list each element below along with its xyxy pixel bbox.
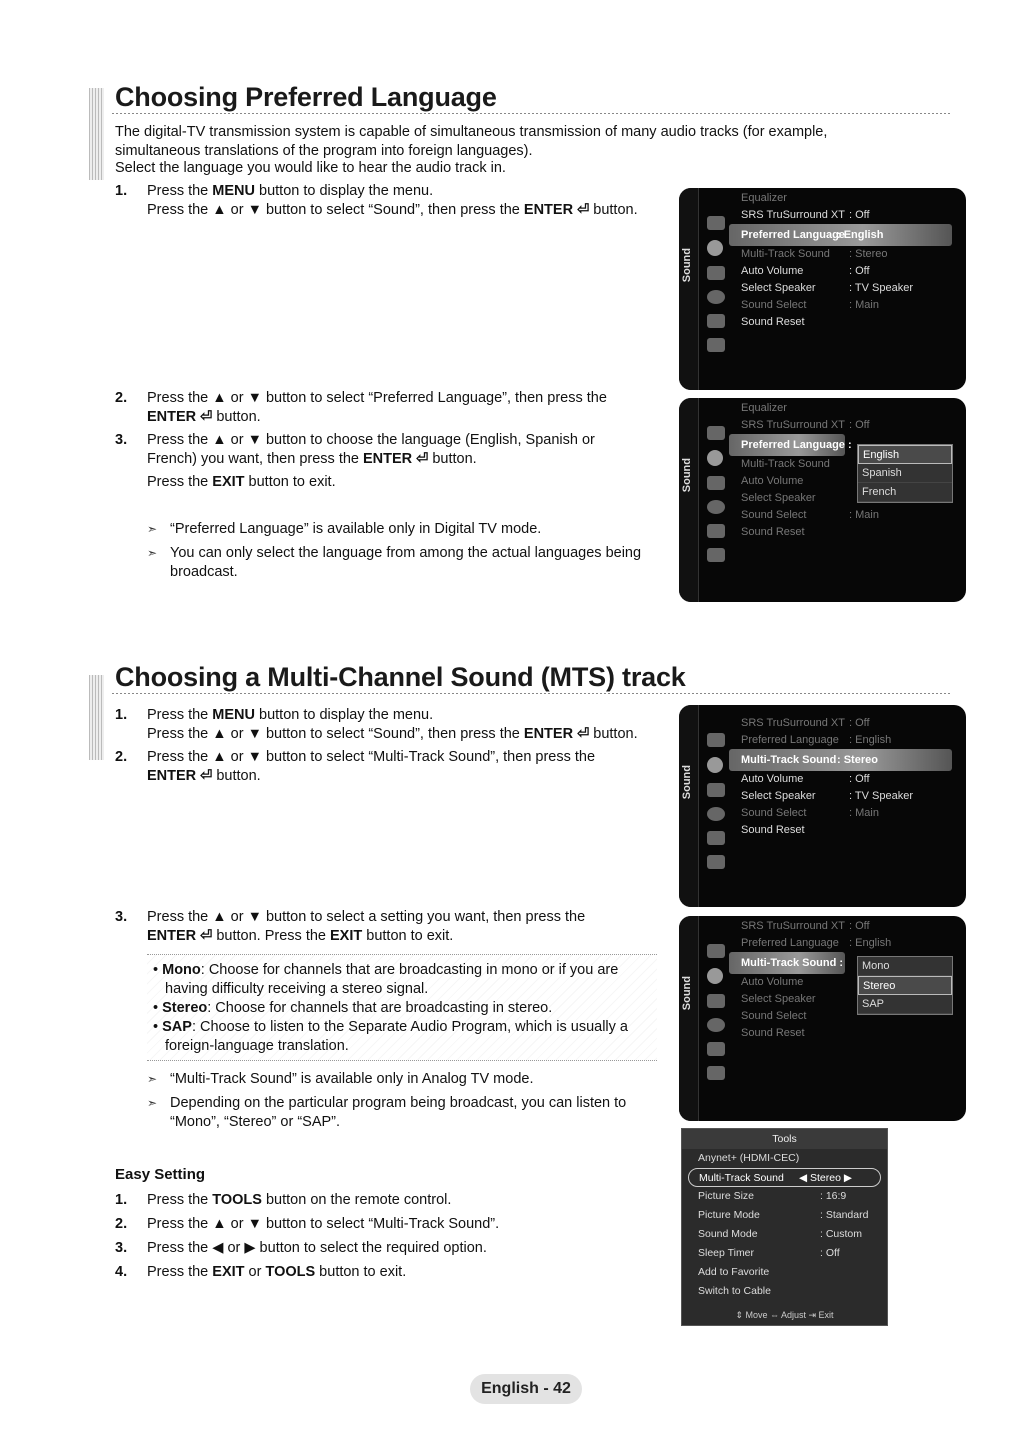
channel-icon bbox=[707, 994, 725, 1008]
note-arrow-icon: ➣ bbox=[147, 546, 158, 560]
step-number: 1. bbox=[115, 183, 128, 199]
step-number: 2. bbox=[115, 390, 128, 406]
s2-step-1 bbox=[115, 706, 675, 744]
step-text: button. bbox=[589, 202, 638, 218]
osd-menu-item[interactable]: Sound Reset bbox=[741, 526, 805, 538]
step-text: Press the ▲ or ▼ button to select “Preferred Language”, then press the bbox=[147, 390, 607, 406]
osd-menu-item[interactable]: Preferred Language : English bbox=[741, 937, 892, 949]
step-text: Press the bbox=[147, 474, 213, 490]
picture-icon bbox=[707, 426, 725, 440]
osd-tab-label: Sound bbox=[681, 976, 693, 1011]
tools-item[interactable]: Picture Mode : Standard bbox=[698, 1209, 869, 1221]
step-text: button to display the menu. bbox=[254, 183, 434, 199]
osd-tab bbox=[679, 705, 699, 907]
tools-item[interactable]: Switch to Cable bbox=[698, 1285, 771, 1297]
s1-step-2 bbox=[115, 389, 635, 427]
note-text: “Multi-Track Sound” is available only in Analog TV mode. bbox=[170, 1071, 534, 1087]
key-label: TOOLS bbox=[212, 1192, 262, 1208]
easy-step-3 bbox=[115, 1239, 675, 1258]
osd-tab-label: Sound bbox=[681, 458, 693, 493]
sound-icon bbox=[707, 757, 723, 773]
tools-menu bbox=[681, 1128, 888, 1326]
input-icon bbox=[707, 1042, 725, 1056]
s1-exit-line bbox=[115, 473, 675, 492]
key-label: ENTER ⏎ bbox=[523, 726, 590, 742]
step-number: 3. bbox=[115, 909, 128, 925]
osd-menu-item[interactable]: Select Speaker : TV Speaker bbox=[741, 282, 913, 294]
step-text: Press the ◀ or ▶ button to select the required option. bbox=[147, 1240, 487, 1256]
section1-sidebar-decoration bbox=[89, 88, 104, 180]
section2-title: Choosing a Multi-Channel Sound (MTS) track bbox=[115, 662, 686, 692]
s2-note-2 bbox=[147, 1094, 667, 1132]
step-text: Press the bbox=[147, 183, 213, 199]
application-icon bbox=[707, 548, 725, 562]
step-text: Press the bbox=[147, 707, 213, 723]
channel-icon bbox=[707, 266, 725, 280]
step-text: Press the ▲ or ▼ button to choose the language (English, Spanish or French) you want, then press the bbox=[147, 432, 595, 467]
page-number-badge: English - 42 bbox=[470, 1374, 582, 1404]
osd-menu-item[interactable]: SRS TruSurround XT : Off bbox=[741, 920, 870, 932]
tools-title: Tools bbox=[682, 1129, 887, 1149]
step-text: Press the ▲ or ▼ button to select “Multi-Track Sound”, then press the bbox=[147, 749, 596, 765]
tools-item[interactable]: Add to Favorite bbox=[698, 1266, 770, 1278]
osd-menu-item[interactable]: SRS TruSurround XT : Off bbox=[741, 209, 870, 221]
osd-tab-label: Sound bbox=[681, 765, 693, 800]
step-text: button to exit. bbox=[315, 1264, 407, 1280]
setup-icon bbox=[707, 290, 725, 304]
note-text: “Preferred Language” is available only in Digital TV mode. bbox=[170, 521, 542, 537]
note-arrow-icon: ➣ bbox=[147, 1072, 158, 1086]
tools-footer-hints: ⇕ Move ⇔ Adjust ⇥ Exit bbox=[735, 1310, 834, 1320]
key-label: MENU bbox=[212, 183, 255, 199]
step-number: 2. bbox=[115, 749, 128, 765]
bullet-item: • Stereo: Choose for channels that are broadcasting in stereo. bbox=[153, 1000, 553, 1016]
section2-sidebar-decoration bbox=[89, 675, 104, 760]
bullet-item: • SAP: Choose to listen to the Separate Audio Program, which is usually a foreign-language translation. bbox=[153, 1019, 628, 1054]
channel-icon bbox=[707, 476, 725, 490]
osd-menu-item[interactable]: Multi-Track Sound : Stereo bbox=[741, 248, 888, 260]
key-label: ENTER ⏎ bbox=[523, 202, 590, 218]
step-text: Press the ▲ or ▼ button to select a setting you want, then press the bbox=[147, 909, 586, 925]
note-arrow-icon: ➣ bbox=[147, 522, 158, 536]
step-text: button on the remote control. bbox=[261, 1192, 452, 1208]
section1-intro: The digital-TV transmission system is capable of simultaneous transmission of many audio tracks (for example, simultaneous translations of the program into foreign languages). bbox=[115, 124, 828, 159]
osd-menu bbox=[741, 190, 952, 331]
section1-title: Choosing Preferred Language bbox=[115, 82, 497, 112]
osd-screen-3 bbox=[679, 705, 966, 907]
easy-step-2 bbox=[115, 1215, 675, 1234]
osd-menu-item[interactable]: Select Speaker : TV Speaker bbox=[741, 790, 913, 802]
tools-item[interactable]: Picture Size : 16:9 bbox=[698, 1190, 847, 1202]
osd-menu-item-selected[interactable]: Multi-Track Sound : bbox=[729, 952, 845, 974]
key-label: ENTER ⏎ bbox=[147, 409, 213, 425]
setup-icon bbox=[707, 807, 725, 821]
bullet-item: • Mono: Choose for channels that are broadcasting in mono or if you are having difficulty receiving a stereo signal. bbox=[153, 962, 619, 997]
osd-tab-label: Sound bbox=[681, 248, 693, 283]
setup-icon bbox=[707, 500, 725, 514]
osd-tab bbox=[679, 188, 699, 390]
note-text: You can only select the language from among the actual languages being broadcast. bbox=[170, 545, 642, 580]
step-text: Press the ▲ or ▼ button to select “Sound”, then press the bbox=[147, 726, 524, 742]
osd-menu-item[interactable]: Auto Volume : Off bbox=[741, 773, 870, 785]
step-number: 1. bbox=[115, 707, 128, 723]
step-number: 4. bbox=[115, 1264, 128, 1280]
osd-menu-item-selected[interactable]: Preferred Language : English bbox=[729, 224, 952, 246]
step-text: button. bbox=[212, 409, 261, 425]
step-number: 1. bbox=[115, 1192, 128, 1208]
osd-menu-item[interactable]: Sound Select bbox=[741, 1010, 807, 1022]
step-text: Press the bbox=[147, 1192, 213, 1208]
step-text: or bbox=[244, 1264, 266, 1280]
input-icon bbox=[707, 314, 725, 328]
note-arrow-icon: ➣ bbox=[147, 1096, 158, 1110]
key-label: EXIT bbox=[330, 928, 363, 944]
dropdown-option[interactable]: French bbox=[858, 483, 952, 502]
dropdown-option[interactable]: Stereo bbox=[858, 976, 952, 995]
input-icon bbox=[707, 831, 725, 845]
application-icon bbox=[707, 1066, 725, 1080]
osd-menu-item-selected[interactable]: Multi-Track Sound : Stereo bbox=[729, 749, 952, 771]
sound-icon bbox=[707, 240, 723, 256]
sound-icon bbox=[707, 450, 723, 466]
section1-intro2: Select the language you would like to hear the audio track in. bbox=[115, 160, 506, 176]
picture-icon bbox=[707, 216, 725, 230]
channel-icon bbox=[707, 783, 725, 797]
step-number: 2. bbox=[115, 1216, 128, 1232]
osd-menu-item[interactable]: Equalizer bbox=[741, 192, 787, 204]
s1-note-1 bbox=[147, 520, 667, 539]
application-icon bbox=[707, 855, 725, 869]
osd-menu-item[interactable]: Equalizer bbox=[741, 402, 787, 414]
osd-menu-item[interactable]: Select Speaker bbox=[741, 492, 816, 504]
mts-dropdown bbox=[857, 956, 953, 1015]
dropdown-option[interactable]: SAP bbox=[858, 995, 952, 1014]
picture-icon bbox=[707, 733, 725, 747]
easy-setting-title: Easy Setting bbox=[115, 1166, 206, 1183]
section2-rule bbox=[112, 693, 950, 694]
osd-menu-item[interactable]: Sound Select : Main bbox=[741, 807, 879, 819]
step-text: button to exit. bbox=[244, 474, 336, 490]
key-label: EXIT bbox=[212, 1264, 245, 1280]
osd-screen-2 bbox=[679, 398, 966, 602]
step-text: button to exit. bbox=[362, 928, 454, 944]
osd-menu-item[interactable]: Sound Reset bbox=[741, 316, 805, 328]
step-text: button to display the menu. bbox=[254, 707, 434, 723]
osd-menu-item[interactable]: Preferred Language : English bbox=[741, 734, 892, 746]
osd-menu-item[interactable]: SRS TruSurround XT : Off bbox=[741, 717, 870, 729]
key-label: ENTER ⏎ bbox=[363, 451, 429, 467]
osd-menu-item[interactable]: Auto Volume bbox=[741, 475, 804, 487]
setup-icon bbox=[707, 1018, 725, 1032]
key-label: TOOLS bbox=[265, 1264, 316, 1280]
osd-menu-item[interactable]: Multi-Track Sound bbox=[741, 458, 830, 470]
osd-menu-item[interactable]: Sound Select : Main bbox=[741, 299, 879, 311]
osd-menu-item[interactable]: Sound Select : Main bbox=[741, 509, 879, 521]
osd-menu-item[interactable]: Auto Volume bbox=[741, 976, 804, 988]
osd-menu-item[interactable]: SRS TruSurround XT : Off bbox=[741, 419, 870, 431]
osd-menu-item[interactable]: Select Speaker bbox=[741, 993, 816, 1005]
s1-note-2 bbox=[147, 544, 667, 582]
osd-menu-item[interactable]: Sound Reset bbox=[741, 1027, 805, 1039]
tools-item[interactable]: Sleep Timer : Off bbox=[698, 1247, 840, 1259]
sound-icon bbox=[707, 968, 723, 984]
key-label: ENTER ⏎ bbox=[147, 768, 213, 784]
osd-menu-item-selected[interactable]: Preferred Language : bbox=[729, 434, 845, 456]
s1-step-1 bbox=[115, 182, 675, 220]
osd-menu bbox=[741, 715, 952, 839]
s2-step-3 bbox=[115, 908, 635, 946]
s2-note-1 bbox=[147, 1070, 667, 1089]
dropdown-option[interactable]: Mono bbox=[858, 957, 952, 976]
picture-icon bbox=[707, 944, 725, 958]
step-text: Press the bbox=[147, 1264, 213, 1280]
osd-icon-column bbox=[703, 725, 733, 879]
osd-screen-1 bbox=[679, 188, 966, 390]
step-text: Press the ▲ or ▼ button to select “Sound”, then press the bbox=[147, 202, 524, 218]
application-icon bbox=[707, 338, 725, 352]
s2-step-2 bbox=[115, 748, 635, 786]
s1-step-3 bbox=[115, 431, 635, 469]
osd-menu-item[interactable]: Auto Volume : Off bbox=[741, 265, 870, 277]
step-number: 3. bbox=[115, 1240, 128, 1256]
key-label: EXIT bbox=[212, 474, 245, 490]
easy-step-4 bbox=[115, 1263, 675, 1282]
osd-tab bbox=[679, 398, 699, 602]
tools-item-anynet[interactable]: Anynet+ (HDMI-CEC) bbox=[698, 1152, 800, 1164]
osd-menu-item[interactable]: Sound Reset bbox=[741, 824, 805, 836]
dropdown-option[interactable]: Spanish bbox=[858, 464, 952, 483]
easy-step-1 bbox=[115, 1191, 675, 1210]
input-icon bbox=[707, 524, 725, 538]
note-text: Depending on the particular program being broadcast, you can listen to “Mono”, “Stereo” or “SAP”. bbox=[170, 1095, 627, 1130]
key-label: ENTER ⏎ bbox=[147, 928, 213, 944]
step-text: button. bbox=[212, 768, 261, 784]
key-label: MENU bbox=[212, 707, 255, 723]
step-text: button. bbox=[428, 451, 477, 467]
dropdown-option[interactable]: English bbox=[858, 445, 952, 464]
osd-tab bbox=[679, 916, 699, 1121]
tools-item-multitrack-selected[interactable]: Multi-Track Sound ◀ Stereo ▶ bbox=[688, 1168, 881, 1187]
section1-rule bbox=[112, 113, 950, 114]
mts-options-box bbox=[147, 954, 657, 1061]
osd-screen-4 bbox=[679, 916, 966, 1121]
step-text: Press the ▲ or ▼ button to select “Multi-Track Sound”. bbox=[147, 1216, 500, 1232]
step-text: button. bbox=[589, 726, 638, 742]
tools-item[interactable]: Sound Mode : Custom bbox=[698, 1228, 863, 1240]
step-number: 3. bbox=[115, 432, 128, 448]
step-text: button. Press the bbox=[212, 928, 331, 944]
language-dropdown bbox=[857, 444, 953, 503]
